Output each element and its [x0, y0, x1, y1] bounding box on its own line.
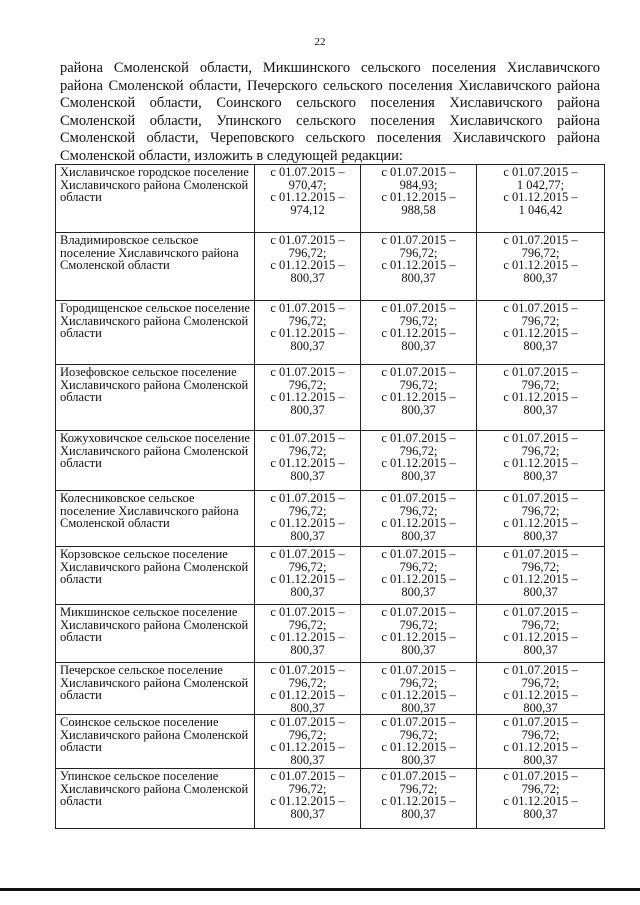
tariff-value-col1: с 01.07.2015 – 796,72; с 01.12.2015 – 800,37 [255, 365, 361, 431]
page-number: 22 [314, 36, 326, 48]
tariff-value-col2: с 01.07.2015 – 796,72; с 01.12.2015 – 800,37 [361, 365, 477, 431]
tariff-value-col1: с 01.07.2015 – 970,47; с 01.12.2015 – 974,12 [255, 165, 361, 233]
tariff-value-col1: с 01.07.2015 – 796,72; с 01.12.2015 – 800,37 [255, 301, 361, 365]
tariff-value-col2: с 01.07.2015 – 796,72; с 01.12.2015 – 800,37 [361, 663, 477, 715]
settlement-name: Корзовское сельское поселение Хиславичского района Смоленской области [56, 547, 255, 605]
tariff-value-col1: с 01.07.2015 – 796,72; с 01.12.2015 – 800,37 [255, 769, 361, 829]
table-row [56, 491, 605, 547]
settlement-name: Хиславичское городское поселение Хиславичского района Смоленской области [56, 165, 255, 233]
table-row [56, 605, 605, 663]
settlement-name: Упинское сельское поселение Хиславичского района Смоленской области [56, 769, 255, 829]
settlement-name: Владимировское сельское поселение Хиславичского района Смоленской области [56, 233, 255, 301]
settlement-name: Соинское сельское поселение Хиславичского района Смоленской области [56, 715, 255, 769]
tariff-value-col1: с 01.07.2015 – 796,72; с 01.12.2015 – 800,37 [255, 431, 361, 491]
tariff-value-col3: с 01.07.2015 – 796,72; с 01.12.2015 – 800,37 [477, 301, 605, 365]
table-row [56, 301, 605, 365]
settlement-name: Городищенское сельское поселение Хиславичского района Смоленской области [56, 301, 255, 365]
tariff-value-col3: с 01.07.2015 – 796,72; с 01.12.2015 – 800,37 [477, 715, 605, 769]
settlement-name: Иозефовское сельское поселение Хиславичского района Смоленской области [56, 365, 255, 431]
tariff-value-col2: с 01.07.2015 – 796,72; с 01.12.2015 – 800,37 [361, 715, 477, 769]
table-row [56, 547, 605, 605]
table-row [56, 431, 605, 491]
table-row [56, 233, 605, 301]
tariff-value-col2: с 01.07.2015 – 796,72; с 01.12.2015 – 800,37 [361, 301, 477, 365]
settlement-name: Микшинское сельское поселение Хиславичского района Смоленской области [56, 605, 255, 663]
settlement-name: Кожуховичское сельское поселение Хиславичского района Смоленской области [56, 431, 255, 491]
table-row [56, 715, 605, 769]
tariff-value-col1: с 01.07.2015 – 796,72; с 01.12.2015 – 800,37 [255, 491, 361, 547]
tariff-value-col1: с 01.07.2015 – 796,72; с 01.12.2015 – 800,37 [255, 715, 361, 769]
tariff-table [55, 164, 605, 829]
tariff-value-col3: с 01.07.2015 – 796,72; с 01.12.2015 – 800,37 [477, 605, 605, 663]
tariff-value-col2: с 01.07.2015 – 796,72; с 01.12.2015 – 800,37 [361, 605, 477, 663]
tariff-value-col1: с 01.07.2015 – 796,72; с 01.12.2015 – 800,37 [255, 233, 361, 301]
tariff-value-col2: с 01.07.2015 – 796,72; с 01.12.2015 – 800,37 [361, 233, 477, 301]
tariff-value-col1: с 01.07.2015 – 796,72; с 01.12.2015 – 800,37 [255, 663, 361, 715]
tariff-value-col1: с 01.07.2015 – 796,72; с 01.12.2015 – 800,37 [255, 547, 361, 605]
table-row [56, 165, 605, 233]
tariff-value-col2: с 01.07.2015 – 984,93; с 01.12.2015 – 988,58 [361, 165, 477, 233]
tariff-value-col3: с 01.07.2015 – 796,72; с 01.12.2015 – 800,37 [477, 233, 605, 301]
tariff-value-col3: с 01.07.2015 – 1 042,77; с 01.12.2015 – 1 046,42 [477, 165, 605, 233]
tariff-value-col3: с 01.07.2015 – 796,72; с 01.12.2015 – 800,37 [477, 365, 605, 431]
tariff-value-col2: с 01.07.2015 – 796,72; с 01.12.2015 – 800,37 [361, 547, 477, 605]
tariff-value-col2: с 01.07.2015 – 796,72; с 01.12.2015 – 800,37 [361, 769, 477, 829]
tariff-value-col1: с 01.07.2015 – 796,72; с 01.12.2015 – 800,37 [255, 605, 361, 663]
tariff-value-col3: с 01.07.2015 – 796,72; с 01.12.2015 – 800,37 [477, 431, 605, 491]
settlement-name: Печерское сельское поселение Хиславичского района Смоленской области [56, 663, 255, 715]
tariff-value-col3: с 01.07.2015 – 796,72; с 01.12.2015 – 800,37 [477, 769, 605, 829]
intro-paragraph: района Смоленской области, Микшинского сельского поселения Хиславичского района Смоленской области, Печерского сельского поселения Хиславичского района Смоленской области, Соинского сельского поселения Хиславичского района Смоленской области, Упинского сельского поселения Хиславичского района Смоленской области, Череповского сельского поселения Хиславичского района Смоленской области, изложить в следующей редакции: [60, 60, 600, 164]
settlement-name: Колесниковское сельское поселение Хиславичского района Смоленской области [56, 491, 255, 547]
tariff-value-col3: с 01.07.2015 – 796,72; с 01.12.2015 – 800,37 [477, 491, 605, 547]
bottom-rule [0, 888, 640, 891]
tariff-value-col3: с 01.07.2015 – 796,72; с 01.12.2015 – 800,37 [477, 663, 605, 715]
tariff-value-col2: с 01.07.2015 – 796,72; с 01.12.2015 – 800,37 [361, 491, 477, 547]
tariff-value-col2: с 01.07.2015 – 796,72; с 01.12.2015 – 800,37 [361, 431, 477, 491]
table-row [56, 365, 605, 431]
table-row [56, 663, 605, 715]
table-row [56, 769, 605, 829]
tariff-value-col3: с 01.07.2015 – 796,72; с 01.12.2015 – 800,37 [477, 547, 605, 605]
